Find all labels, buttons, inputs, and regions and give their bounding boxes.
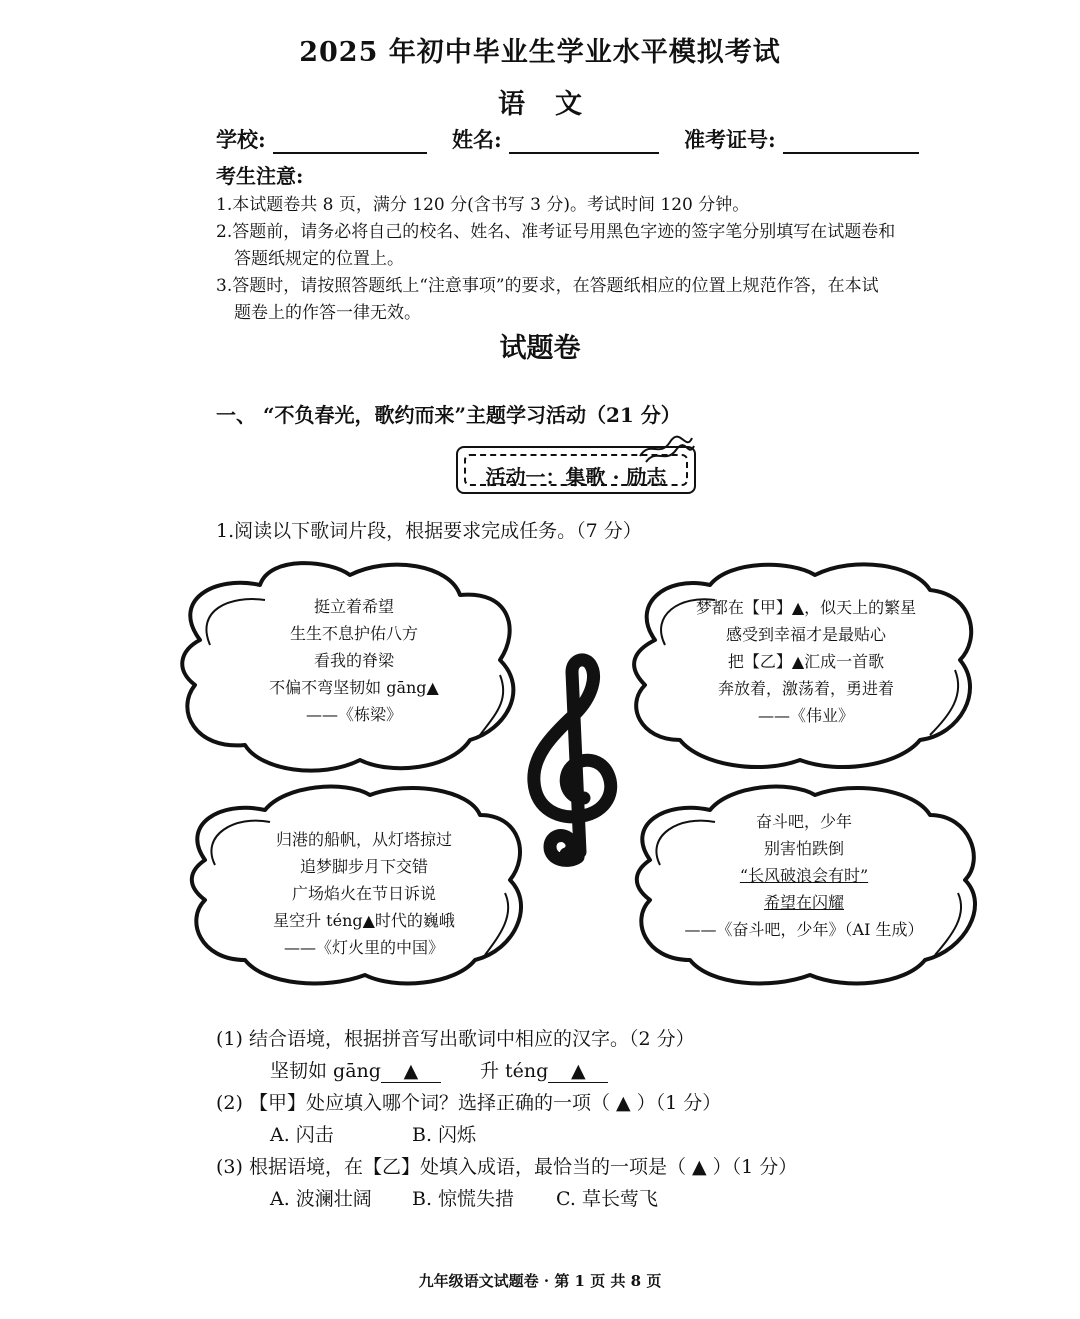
page-footer: 九年级语文试题卷 · 第 1 页 共 8 页	[418, 1272, 662, 1290]
lyrics-bottom-left: 归港的船帆，从灯塔掠过 追梦脚步月下交错 广场焰火在节日诉说 星空升 téng▲时代的巍峨 ——《灯火里的中国》	[273, 830, 455, 957]
question-1: 1.阅读以下歌词片段，根据要求完成任务。（7 分）	[216, 520, 642, 542]
name-label: 姓名:	[452, 127, 502, 152]
subquestion-1-blank-a[interactable]: 坚韧如 gāng ▲	[270, 1056, 441, 1083]
option-3b[interactable]: B. 惊慌失措	[412, 1188, 515, 1210]
exam-title: 2025 年初中毕业生学业水平模拟考试	[299, 37, 781, 68]
option-2a[interactable]: A. 闪击	[270, 1124, 334, 1146]
note-item: 题卷上的作答一律无效。	[234, 303, 421, 323]
id-label: 准考证号:	[684, 127, 776, 152]
paper-title: 试题卷	[499, 333, 581, 364]
note-item: 2.答题前，请务必将自己的校名、姓名、准考证号用黑色字迹的签字笔分别填写在试题卷和	[216, 222, 896, 242]
note-item: 3.答题时，请按照答题纸上“注意事项”的要求，在答题纸相应的位置上规范作答，在本试	[216, 276, 879, 296]
lyrics-top-left: 挺立着希望 生生不息护佑八方 看我的脊梁 不偏不弯坚韧如 gāng▲ ——《栋梁》	[269, 597, 439, 724]
subquestion-2: (2) 【甲】处应填入哪个词？选择正确的一项（ ▲ ）（1 分）	[216, 1092, 722, 1114]
option-3c[interactable]: C. 草长莺飞	[556, 1188, 658, 1210]
note-item: 答题纸规定的位置上。	[234, 249, 404, 269]
activity-label: 活动一：集歌 · 励志	[485, 465, 667, 489]
note-item: 1.本试题卷共 8 页，满分 120 分(含书写 3 分)。考试时间 120 分钟。	[216, 195, 750, 215]
option-2b[interactable]: B. 闪烁	[412, 1124, 477, 1146]
subquestion-1-blank-b[interactable]: 升 téng ▲	[480, 1056, 608, 1083]
school-label: 学校:	[216, 127, 266, 152]
option-3a[interactable]: A. 波澜壮阔	[270, 1188, 372, 1210]
lyrics-top-right: 梦都在【甲】▲，似天上的繁星 感受到幸福才是最贴心 把【乙】▲汇成一首歌 奔放着，激荡着，勇进着 ——《伟业》	[695, 598, 917, 725]
notes-title: 考生注意:	[216, 164, 304, 188]
lyrics-bottom-right: 奋斗吧，少年 别害怕跌倒 “长风破浪会有时” 希望在闪耀 ——《奋斗吧，少年》（AI 生成）	[684, 812, 924, 939]
subquestion-1: (1) 结合语境，根据拼音写出歌词中相应的汉字。（2 分）	[216, 1028, 695, 1050]
subject-title: 语文	[498, 89, 612, 120]
subquestion-3: (3) 根据语境，在【乙】处填入成语，最恰当的一项是（ ▲ ）（1 分）	[216, 1156, 798, 1178]
treble-clef-icon	[520, 652, 630, 872]
section-title: 一、 “不负春光，歌约而来”主题学习活动（21 分）	[216, 403, 681, 427]
